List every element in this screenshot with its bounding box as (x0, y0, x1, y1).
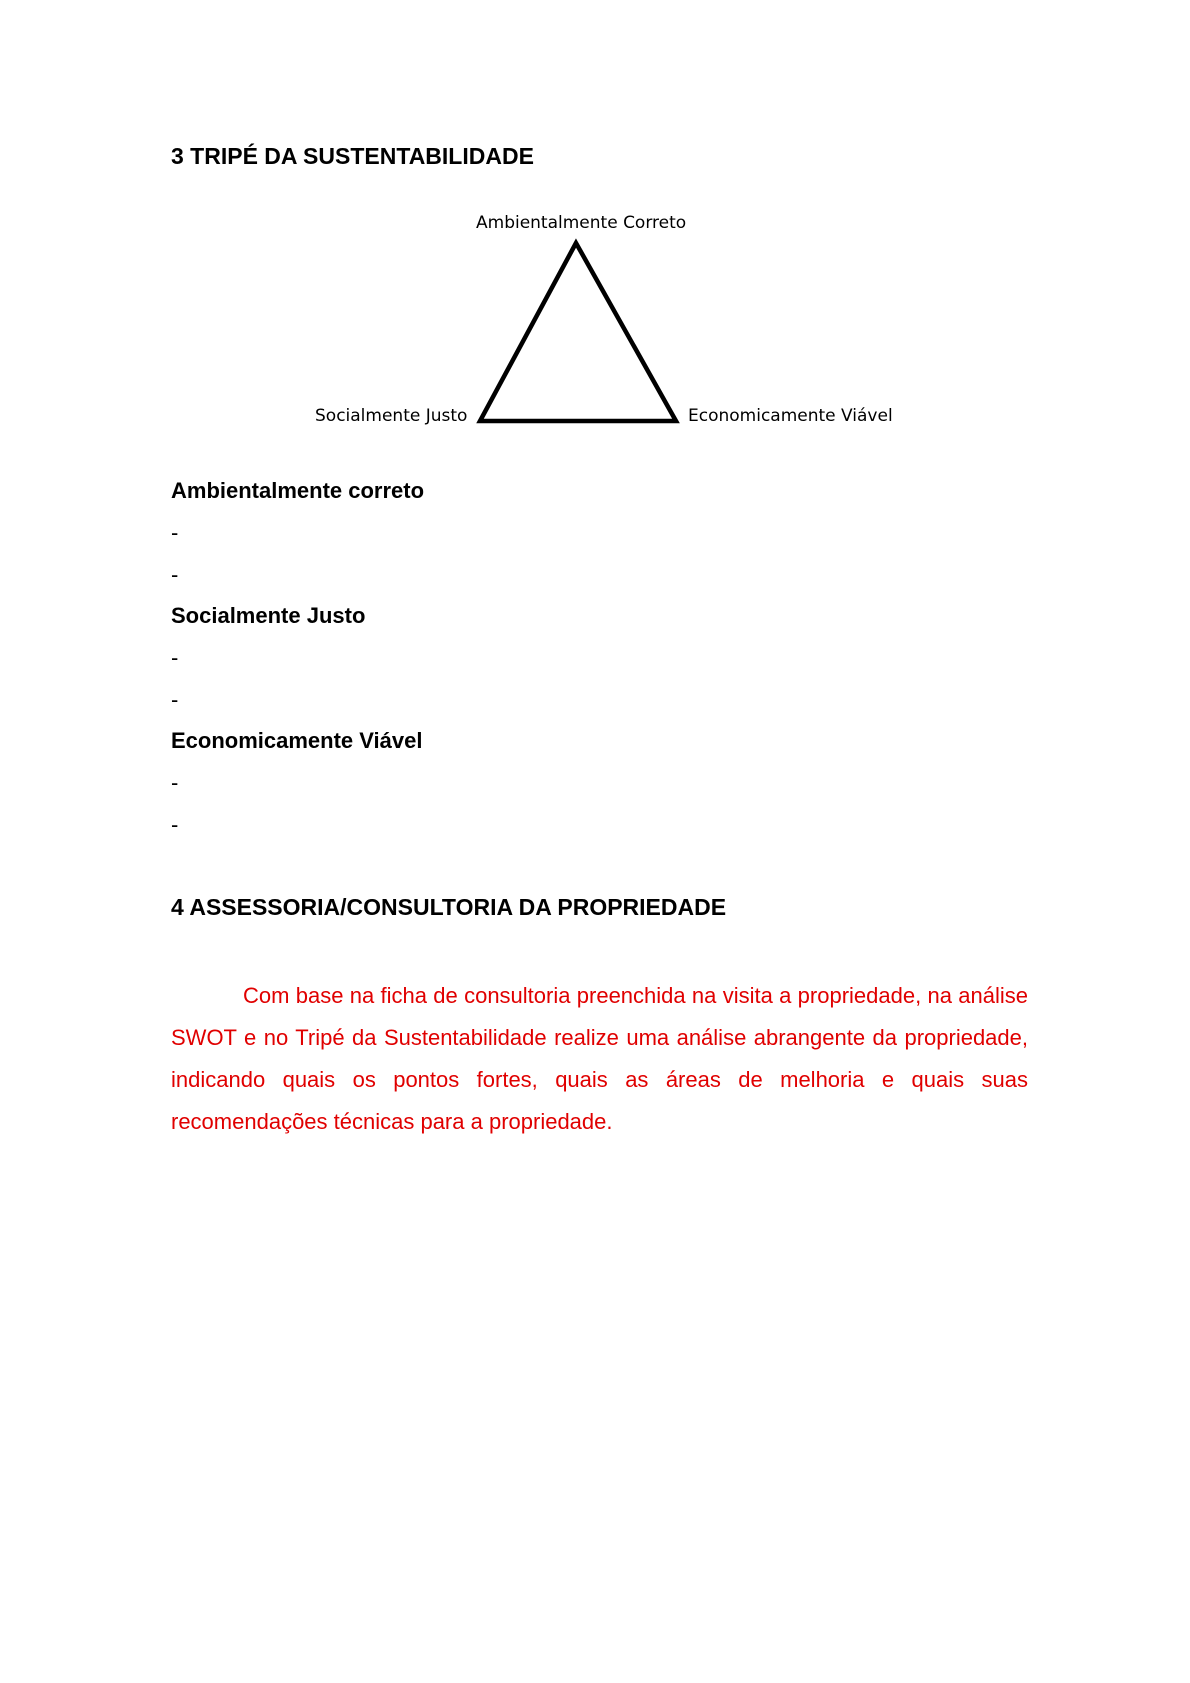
section-4-heading: 4 ASSESSORIA/CONSULTORIA DA PROPRIEDADE (171, 894, 727, 920)
triangle-label-left: Socialmente Justo (315, 406, 468, 426)
instruction-paragraph: Com base na ficha de consultoria preenchida na visita a propriedade, na análise SWOT e no Tripé da Sustentabilidade realize uma análise abrangente da propriedade, indicando quais os pontos fortes, quais as áreas de melhoria e quais suas recomendações técnicas para a propriedade. (171, 983, 1028, 1134)
pillar-heading-economico: Economicamente Viável (171, 728, 423, 753)
pillar-item: - (171, 520, 179, 545)
pillar-item: - (171, 562, 179, 587)
pillar-item: - (171, 770, 179, 795)
triangle-graphic (300, 205, 900, 435)
triangle-label-top: Ambientalmente Correto (476, 213, 687, 233)
pillar-item: - (171, 687, 179, 712)
pillar-heading-social: Socialmente Justo (171, 603, 366, 628)
triangle-shape (480, 243, 676, 421)
section-3-heading: 3 TRIPÉ DA SUSTENTABILIDADE (171, 143, 534, 169)
pillar-heading-ambiental: Ambientalmente correto (171, 478, 425, 503)
triangle-label-right: Economicamente Viável (688, 406, 893, 426)
pillar-item: - (171, 812, 179, 837)
pillar-item: - (171, 645, 179, 670)
sustainability-triangle-diagram (300, 205, 900, 435)
